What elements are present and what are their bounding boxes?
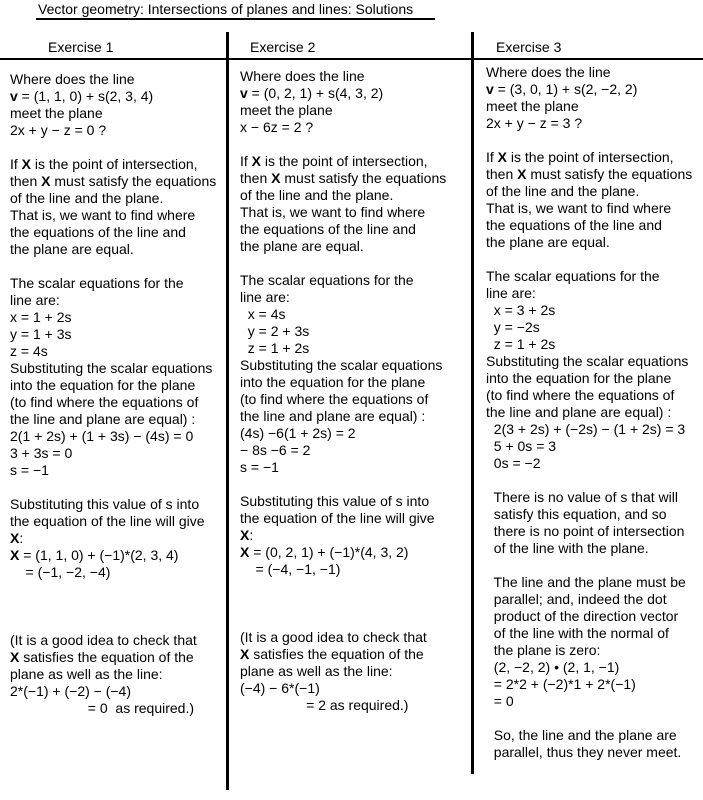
solution-line: then X must satisfy the equations [240,170,447,186]
solution-line: (to find where the equations of [10,394,199,410]
solution-line: meet the plane [240,102,333,118]
exercise-3-header: Exercise 3 [496,39,562,55]
solution-line: plane as well as the line: [240,663,393,679]
solution-line: satisfy this equation, and so [486,506,667,522]
solution-line: x = 4s [240,306,286,322]
solution-line: z = 4s [10,343,48,359]
solution-line: then X must satisfy the equations [486,166,693,182]
solution-line [10,479,216,496]
solution-line: line are: [240,289,290,305]
solution-line: The scalar equations for the [10,275,184,291]
solution-line: into the equation for the plane [486,370,672,386]
solution-line: 0s = −2 [486,455,541,471]
solution-line: Substituting this value of s into [10,496,200,512]
solution-line: x = 3 + 2s [486,302,556,318]
solution-line: − 8s −6 = 2 [240,442,311,458]
solution-line: (2, −2, 2) • (2, 1, −1) [486,659,620,675]
solution-line: there is no point of intersection [486,523,685,539]
solution-line: The scalar equations for the [486,268,660,284]
solution-line: product of the direction vector [486,608,679,624]
solution-line: s = −1 [240,459,279,475]
solution-line: X satisfies the equation of the [10,649,194,665]
solution-line [10,598,216,615]
solution-line: = 0 as required.) [10,700,195,716]
solution-line: = (−1, −2, −4) [10,564,111,580]
solution-line: There is no value of s that will [486,489,678,505]
solution-line: (4s) −6(1 + 2s) = 2 [240,425,356,441]
solution-line: Where does the line [486,64,611,80]
solution-line: So, the line and the plane are [486,727,677,743]
solution-line [10,139,216,156]
solution-line: (It is a good idea to check that [240,629,427,645]
solution-line: the plane are equal. [10,241,134,257]
solution-line [10,581,216,598]
solution-line [240,612,446,629]
solution-line: parallel, thus they never meet. [486,744,682,760]
solution-line: plane as well as the line: [10,666,163,682]
solution-line: line are: [486,285,536,301]
solution-line [240,595,446,612]
solution-line: X = (0, 2, 1) + (−1)*(4, 3, 2) [240,544,409,560]
solution-line: meet the plane [10,105,103,121]
solution-line: X: [240,527,254,543]
solution-line: Substituting the scalar equations [486,353,689,369]
solution-line: = 0 [486,693,514,709]
solution-line: parallel; and, indeed the dot [486,591,667,607]
solution-line: (to find where the equations of [240,391,429,407]
column-divider-1 [226,32,229,790]
solution-line: If X is the point of intersection, [10,156,198,172]
column-divider-2 [471,32,474,774]
solution-line: of the line with the plane. [486,540,649,556]
solution-line: the plane are equal. [240,238,364,254]
solution-line: X satisfies the equation of the [240,646,424,662]
solution-line: y = −2s [486,319,540,335]
solution-line: Substituting the scalar equations [10,360,213,376]
solution-line: the line and plane are equal) : [240,408,426,424]
header-divider [0,58,703,60]
solution-line: the equations of the line and [10,224,186,240]
solution-line: (−4) − 6*(−1) [240,680,320,696]
solution-line: z = 1 + 2s [240,340,310,356]
exercise-1-header: Exercise 1 [48,39,114,55]
solution-line: Substituting this value of s into [240,493,430,509]
solution-line: of the line and the plane. [486,183,640,199]
solution-line: That is, we want to find where [240,204,426,220]
solution-line: the plane are equal. [486,234,610,250]
solution-line: (to find where the equations of [486,387,675,403]
exercise-2-solution [240,68,446,714]
solution-line: Where does the line [240,68,365,84]
solution-line: y = 1 + 3s [10,326,72,342]
solution-line [486,710,692,727]
solution-line: X = (1, 1, 0) + (−1)*(2, 3, 4) [10,547,179,563]
exercise-2-header: Exercise 2 [250,39,316,55]
solution-line: the line and plane are equal) : [10,411,196,427]
solution-line: If X is the point of intersection, [486,149,674,165]
solution-line: Where does the line [10,71,135,87]
solution-line: v = (0, 2, 1) + s(4, 3, 2) [240,85,384,101]
solution-line: the equation of the line will give [240,510,435,526]
solution-line: z = 1 + 2s [486,336,556,352]
solution-line: y = 2 + 3s [240,323,310,339]
solution-line: the line and plane are equal) : [486,404,672,420]
solution-line: v = (3, 0, 1) + s(2, −2, 2) [486,81,638,97]
title-underline [36,18,435,20]
solution-line: The line and the plane must be [486,574,686,590]
solution-line: = 2 as required.) [240,697,409,713]
solution-line: s = −1 [10,462,49,478]
solution-line: That is, we want to find where [10,207,196,223]
solution-line [486,132,692,149]
solution-line: v = (1, 1, 0) + s(2, 3, 4) [10,88,154,104]
solution-line [240,578,446,595]
solution-line: x = 1 + 2s [10,309,72,325]
solution-line: (It is a good idea to check that [10,632,197,648]
solution-line [10,258,216,275]
solution-line [486,251,692,268]
solution-line: That is, we want to find where [486,200,672,216]
solution-line [240,255,446,272]
solution-line: the equations of the line and [240,221,416,237]
solution-line [240,136,446,153]
solution-line: = 2*2 + (−2)*1 + 2*(−1) [486,676,636,692]
solution-line: 2(1 + 2s) + (1 + 3s) − (4s) = 0 [10,428,194,444]
page-title: Vector geometry: Intersections of planes and lines: Solutions [38,1,414,17]
solution-line: 3 + 3s = 0 [10,445,73,461]
solution-line: = (−4, −1, −1) [240,561,341,577]
solution-line: X: [10,530,24,546]
solution-line: x − 6z = 2 ? [240,119,314,135]
solution-line: the equation of the line will give [10,513,205,529]
solution-line [10,615,216,632]
solution-line: of the line and the plane. [10,190,164,206]
solution-line: 5 + 0s = 3 [486,438,557,454]
solution-line: 2*(−1) + (−2) − (−4) [10,683,132,699]
solution-line: If X is the point of intersection, [240,153,428,169]
exercise-1-solution [10,71,216,717]
solution-line: of the line and the plane. [240,187,394,203]
solution-line: into the equation for the plane [10,377,196,393]
solution-line: the plane is zero: [486,642,601,658]
solution-line [486,472,692,489]
solution-line: meet the plane [486,98,579,114]
solution-line: Substituting the scalar equations [240,357,443,373]
solution-line: The scalar equations for the [240,272,414,288]
solution-line: of the line with the normal of [486,625,669,641]
solution-line: then X must satisfy the equations [10,173,217,189]
solution-line: the equations of the line and [486,217,662,233]
solution-line [486,557,692,574]
solution-line: 2x + y − z = 0 ? [10,122,107,138]
solution-line: 2x + y − z = 3 ? [486,115,583,131]
exercise-3-solution [486,64,692,761]
solution-line: into the equation for the plane [240,374,426,390]
solution-line [240,476,446,493]
solution-line: line are: [10,292,60,308]
solution-line: 2(3 + 2s) + (−2s) − (1 + 2s) = 3 [486,421,686,437]
